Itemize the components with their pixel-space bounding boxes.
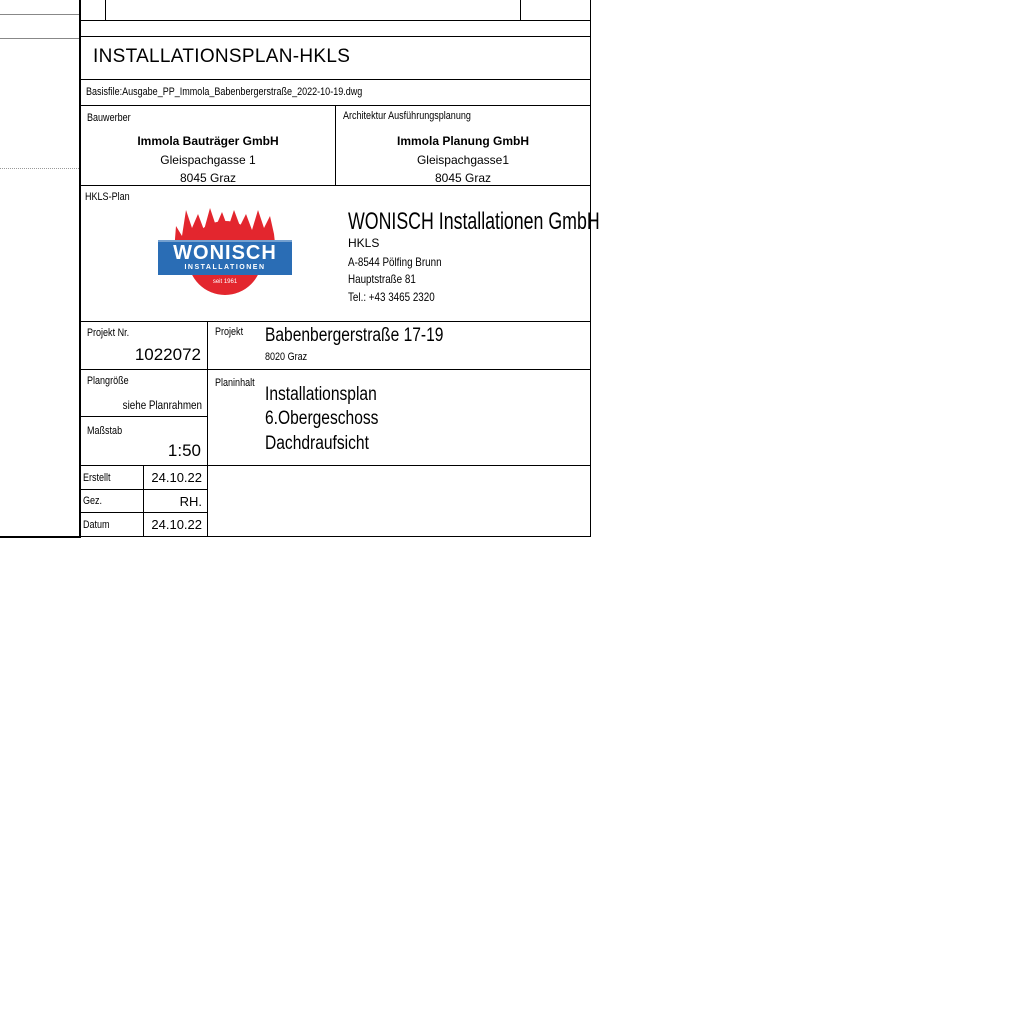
company-name: WONISCH Installationen GmbH [348, 208, 600, 235]
massstab-value: 1:50 [167, 441, 201, 460]
basisfile-text: Basisfile:Ausgabe_PP_Immola_Babenbergerstraße_2022-10-19.dwg [86, 86, 363, 98]
planinhalt-line3: Dachdraufsicht [265, 433, 369, 454]
logo-subtext: INSTALLATIONEN [184, 264, 266, 271]
company-address1: A-8544 Pölfing Brunn [348, 255, 442, 269]
bauwerber-city: 8045 Graz [179, 171, 237, 185]
datum-value: 24.10.22 [151, 517, 202, 532]
plangroesse-bottom-line [80, 416, 207, 417]
hkls-bottom-line [80, 321, 590, 322]
erstellt-label: Erstellt [83, 472, 111, 484]
frame-bottom-left [0, 536, 80, 538]
title-top-line [80, 36, 590, 37]
architektur-name: Immola Planung GmbH [396, 134, 529, 148]
plangroesse-value: siehe Planrahmen [122, 398, 202, 412]
plan-title: INSTALLATIONSPLAN-HKLS [93, 46, 351, 67]
company-phone: Tel.: +43 3465 2320 [348, 290, 435, 304]
wonisch-logo [156, 204, 294, 296]
top-strip-divider-2 [520, 0, 521, 20]
gez-value: RH. [179, 494, 202, 509]
top-strip-divider-1 [105, 0, 106, 20]
erstellt-value: 24.10.22 [151, 470, 202, 485]
top-strip-line [80, 20, 590, 21]
projekt-label: Projekt [215, 326, 244, 338]
architektur-city: 8045 Graz [434, 171, 492, 185]
title-bottom-line [80, 79, 590, 80]
gez-label: Gez. [83, 495, 103, 507]
planinhalt-bottom-line [80, 465, 590, 466]
company-address2: Hauptstraße 81 [348, 272, 416, 286]
projekt-name: Babenbergerstraße 17-19 [265, 325, 444, 346]
planinhalt-line1: Installationsplan [265, 384, 377, 405]
lower-vertical-divider [207, 321, 208, 536]
bauwerber-label: Bauwerber [87, 112, 131, 124]
bauwerber-street: Gleispachgasse 1 [160, 153, 256, 167]
planinhalt-line2: 6.Obergeschoss [265, 408, 379, 429]
architektur-street: Gleispachgasse1 [416, 153, 510, 167]
hkls-label: HKLS-Plan [85, 191, 130, 203]
plangroesse-label: Plangröße [87, 375, 129, 387]
frame-tick-2 [0, 38, 79, 39]
company-division: HKLS [348, 236, 380, 250]
frame-tick-1 [0, 14, 79, 15]
logo-since: seit 1961 [212, 279, 238, 285]
frame-dotted [0, 168, 79, 169]
projekt-city: 8020 Graz [265, 351, 308, 363]
planinhalt-label: Planinhalt [215, 377, 255, 389]
massstab-label: Maßstab [87, 425, 123, 437]
projekt-bottom-line [80, 369, 590, 370]
logo-text: WONISCH [173, 242, 277, 264]
projekt-nr-label: Projekt Nr. [87, 327, 130, 339]
bauwerber-name: Immola Bauträger GmbH [137, 134, 279, 148]
architektur-label: Architektur Ausführungsplanung [343, 110, 471, 122]
bauwerber-bottom-line [80, 185, 590, 186]
datum-label: Datum [83, 519, 110, 531]
projekt-nr-value: 1022072 [134, 345, 201, 364]
